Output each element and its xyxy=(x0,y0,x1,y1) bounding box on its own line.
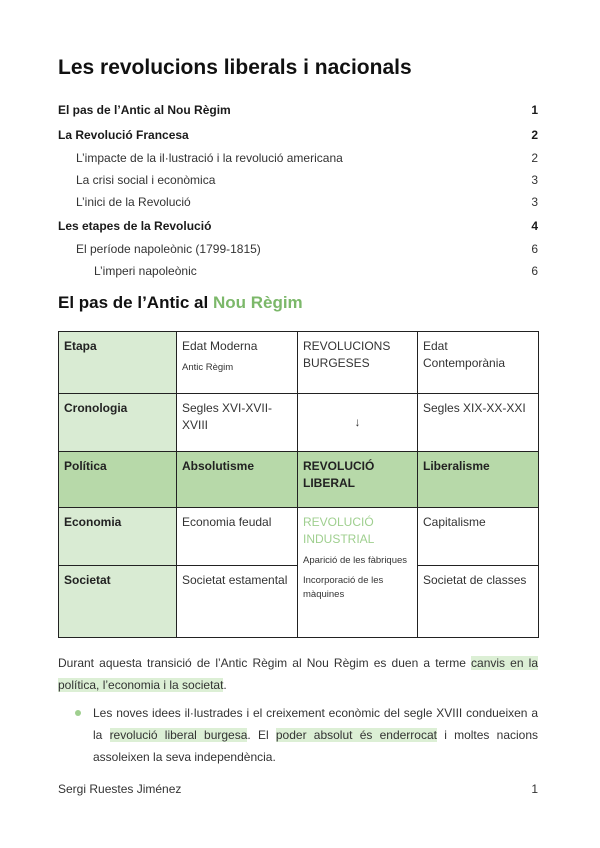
toc-entry[interactable] xyxy=(58,214,538,238)
bullet-icon xyxy=(75,710,81,716)
toc-entry-page: 6 xyxy=(531,264,538,278)
toc-entry[interactable] xyxy=(58,260,538,282)
toc-entry[interactable] xyxy=(58,238,538,260)
toc-entry[interactable] xyxy=(58,169,538,191)
cell-note: Incorporació de les màquines xyxy=(303,575,384,600)
highlighted-text: canvis en la política, l’economia i la societat xyxy=(58,656,538,692)
section-heading-text: El pas de l’Antic al xyxy=(58,293,213,312)
table-row xyxy=(59,508,539,566)
table-cell: Capitalisme xyxy=(418,508,539,566)
table-cell: Segles XIX-XX-XXI xyxy=(418,394,539,452)
row-header: Cronologia xyxy=(59,394,177,452)
cell-text: Edat Moderna xyxy=(182,339,258,353)
toc-entry[interactable] xyxy=(58,147,538,169)
row-header: Etapa xyxy=(59,332,177,394)
table-cell: Liberalisme xyxy=(418,452,539,508)
bullet-text: Les noves idees il·lustrades i el creixement econòmic del segle XVIII condueixen a la xyxy=(93,706,538,742)
toc-entry-label: El pas de l’Antic al Nou Règim xyxy=(58,103,231,117)
bullet-text: . El xyxy=(247,728,276,742)
table-row xyxy=(59,332,539,394)
toc-entry[interactable] xyxy=(58,123,538,147)
table-cell: Edat Contemporània xyxy=(418,332,539,394)
table-cell: Societat estamental xyxy=(177,566,298,638)
table-cell: Absolutisme xyxy=(177,452,298,508)
table-cell: Segles XVI-XVII-XVIII xyxy=(177,394,298,452)
row-header: Societat xyxy=(59,566,177,638)
cell-note: Antic Règim xyxy=(182,362,234,373)
toc-entry[interactable] xyxy=(58,191,538,213)
footer-author: Sergi Ruestes Jiménez xyxy=(58,782,182,796)
row-header: Política xyxy=(59,452,177,508)
arrow-down-icon: ↓ xyxy=(298,394,418,452)
row-header: Economia xyxy=(59,508,177,566)
page-title: Les revolucions liberals i nacionals xyxy=(58,56,412,79)
section-heading-accent: Nou Règim xyxy=(212,293,303,312)
bullet-item xyxy=(58,702,538,768)
page-footer xyxy=(58,782,538,796)
table-row xyxy=(59,452,539,508)
toc-entry-page: 3 xyxy=(531,173,538,187)
body-paragraph xyxy=(58,652,538,696)
bullet-text: i moltes nacions assoleixen la seva independència. xyxy=(93,728,539,764)
table-row xyxy=(59,394,539,452)
paragraph-text: . xyxy=(223,678,227,692)
table-cell: Economia feudal xyxy=(177,508,298,566)
toc-entry-page: 2 xyxy=(531,151,538,165)
toc-entry-page: 3 xyxy=(531,195,538,209)
toc-entry-label: Les etapes de la Revolució xyxy=(58,219,212,233)
table-cell: REVOLUCIÓ LIBERAL xyxy=(298,452,418,508)
toc-entry-page: 2 xyxy=(531,128,538,142)
toc-entry-label: La crisi social i econòmica xyxy=(76,173,216,187)
footer-page-number: 1 xyxy=(531,782,538,796)
highlighted-text: revolució liberal burgesa xyxy=(109,728,248,742)
toc-entry-label: L’imperi napoleònic xyxy=(94,264,197,278)
table-cell: Societat de classes xyxy=(418,566,539,638)
table-cell xyxy=(177,332,298,394)
era-comparison-table xyxy=(58,331,539,638)
cell-text: REVOLUCIÓ INDUSTRIAL xyxy=(303,515,375,546)
toc-entry-label: L’impacte de la il·lustració i la revolució americana xyxy=(76,151,343,165)
cell-note: Aparició de les fàbriques xyxy=(303,555,408,566)
toc-entry-label: L’inici de la Revolució xyxy=(76,195,191,209)
table-of-contents xyxy=(58,98,538,282)
document-page xyxy=(58,0,538,848)
toc-entry-page: 4 xyxy=(531,219,538,233)
table-cell xyxy=(298,508,418,638)
highlighted-text: poder absolut és enderrocat xyxy=(275,728,437,742)
table-cell: REVOLUCIONS BURGESES xyxy=(298,332,418,394)
paragraph-text: Durant aquesta transició de l’Antic Règim al Nou Règim es duen a terme xyxy=(58,656,472,670)
toc-entry[interactable] xyxy=(58,98,538,122)
toc-entry-page: 1 xyxy=(531,103,538,117)
section-heading xyxy=(58,293,303,313)
toc-entry-page: 6 xyxy=(531,242,538,256)
toc-entry-label: La Revolució Francesa xyxy=(58,128,189,142)
toc-entry-label: El període napoleònic (1799-1815) xyxy=(76,242,261,256)
